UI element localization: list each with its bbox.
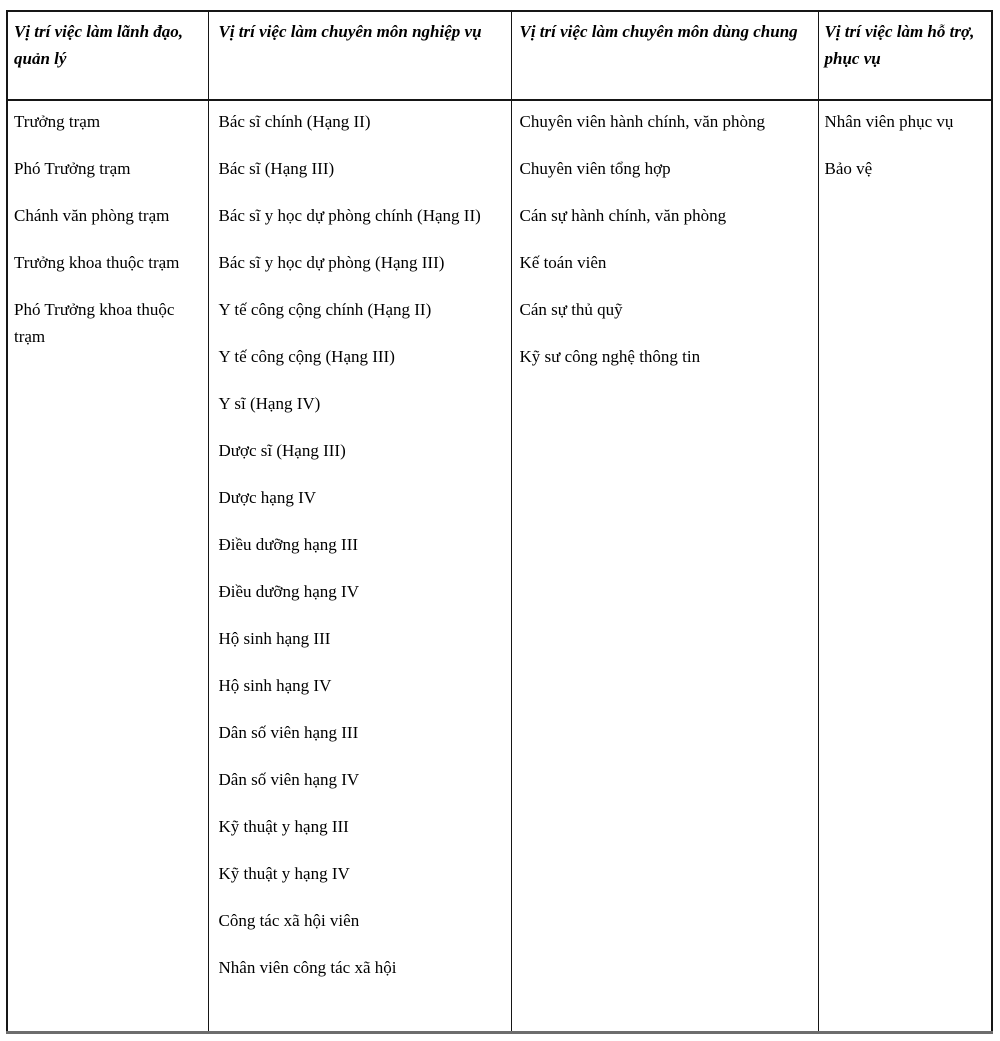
position-item: Kỹ sư công nghệ thông tin bbox=[519, 347, 701, 366]
job-positions-table bbox=[6, 10, 993, 1034]
table-header-row bbox=[7, 11, 992, 100]
position-item: Hộ sinh hạng III bbox=[218, 629, 331, 648]
column-header: Vị trí việc làm chuyên môn nghiệp vụ bbox=[208, 11, 511, 100]
position-item: Trưởng trạm bbox=[14, 112, 101, 131]
position-item: Kế toán viên bbox=[519, 253, 607, 272]
position-item: Bác sĩ chính (Hạng II) bbox=[218, 112, 371, 131]
position-item: Cán sự hành chính, văn phòng bbox=[519, 206, 727, 225]
position-item: Công tác xã hội viên bbox=[218, 911, 360, 930]
position-item: Bác sĩ y học dự phòng (Hạng III) bbox=[218, 253, 445, 272]
position-item: Điều dưỡng hạng III bbox=[218, 535, 359, 554]
position-item: Nhân viên phục vụ bbox=[824, 112, 954, 131]
position-item: Chuyên viên tổng hợp bbox=[519, 159, 671, 178]
table-body-row bbox=[7, 100, 992, 1032]
position-item: Trưởng khoa thuộc trạm bbox=[14, 253, 180, 272]
position-item: Bảo vệ bbox=[824, 159, 873, 178]
position-item: Kỹ thuật y hạng III bbox=[218, 817, 349, 836]
position-item: Phó Trưởng khoa thuộc trạm bbox=[14, 300, 175, 346]
position-item: Dân số viên hạng IV bbox=[218, 770, 360, 789]
column-cell bbox=[7, 100, 208, 1032]
position-item: Cán sự thủ quỹ bbox=[519, 300, 623, 319]
position-item: Bác sĩ (Hạng III) bbox=[218, 159, 335, 178]
column-header: Vị trí việc làm lãnh đạo, quản lý bbox=[7, 11, 208, 100]
position-item: Kỹ thuật y hạng IV bbox=[218, 864, 350, 883]
column-cell bbox=[208, 100, 511, 1032]
position-item: Dược hạng IV bbox=[218, 488, 317, 507]
position-item: Điều dưỡng hạng IV bbox=[218, 582, 359, 601]
position-item: Hộ sinh hạng IV bbox=[218, 676, 332, 695]
column-header: Vị trí việc làm hỗ trợ, phục vụ bbox=[818, 11, 992, 100]
position-item: Bác sĩ y học dự phòng chính (Hạng II) bbox=[218, 206, 481, 225]
position-item: Y tế công cộng chính (Hạng II) bbox=[218, 300, 432, 319]
column-header: Vị trí việc làm chuyên môn dùng chung bbox=[511, 11, 818, 100]
position-item: Nhân viên công tác xã hội bbox=[218, 958, 397, 977]
position-item: Y tế công cộng (Hạng III) bbox=[218, 347, 395, 366]
column-cell bbox=[818, 100, 992, 1032]
position-item: Dược sĩ (Hạng III) bbox=[218, 441, 346, 460]
position-item: Chuyên viên hành chính, văn phòng bbox=[519, 112, 766, 131]
position-item: Chánh văn phòng trạm bbox=[14, 206, 170, 225]
position-item: Phó Trưởng trạm bbox=[14, 159, 131, 178]
column-cell bbox=[511, 100, 818, 1032]
position-item: Y sĩ (Hạng IV) bbox=[218, 394, 321, 413]
position-item: Dân số viên hạng III bbox=[218, 723, 359, 742]
